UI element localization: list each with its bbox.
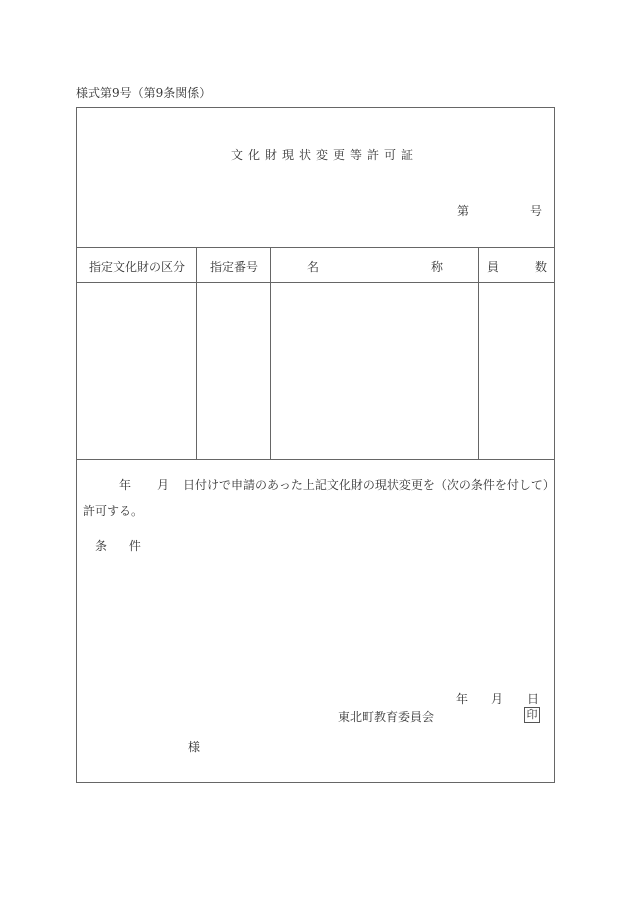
cell-count[interactable] [479,283,554,459]
cultural-property-table [76,247,555,460]
header-name-part1: 名 [307,260,320,274]
header-name-part2: 称 [431,260,444,274]
permit-number-suffix: 号 [530,204,543,218]
addressee-honorific: 様 [188,740,201,754]
cell-name[interactable] [271,283,478,459]
application-year-label: 年 [119,478,132,492]
conditions-area[interactable] [95,558,535,678]
issue-day-label: 日 [527,692,540,706]
table-row [76,283,555,459]
application-month-label: 月 [157,478,170,492]
permit-form-box [76,107,555,783]
table-header-row [76,248,555,283]
header-count-part2: 数 [535,260,548,274]
statement-line-1-text: 日付けで申請のあった上記文化財の現状変更を（次の条件を付して） [183,478,555,492]
issue-year-label: 年 [456,692,469,706]
issuer-name: 東北町教育委員会 [338,710,435,724]
seal-stamp-icon: 印 [524,707,540,723]
header-designation-number: 指定番号 [210,260,259,274]
cell-designation-category[interactable] [76,283,196,459]
statement-line-2: 許可する。 [83,504,144,518]
header-designation-category: 指定文化財の区分 [89,260,186,274]
header-count-part1: 員 [487,260,500,274]
document-title: 文化財現状変更等許可証 [230,148,418,162]
issue-month-label: 月 [491,692,504,706]
cell-designation-number[interactable] [197,283,270,459]
permission-statement [83,472,553,524]
statement-line-1 [83,472,553,498]
form-number-label: 様式第9号（第9条関係） [76,86,212,100]
conditions-label: 条 件 [95,539,150,553]
permit-number-prefix: 第 [457,204,470,218]
